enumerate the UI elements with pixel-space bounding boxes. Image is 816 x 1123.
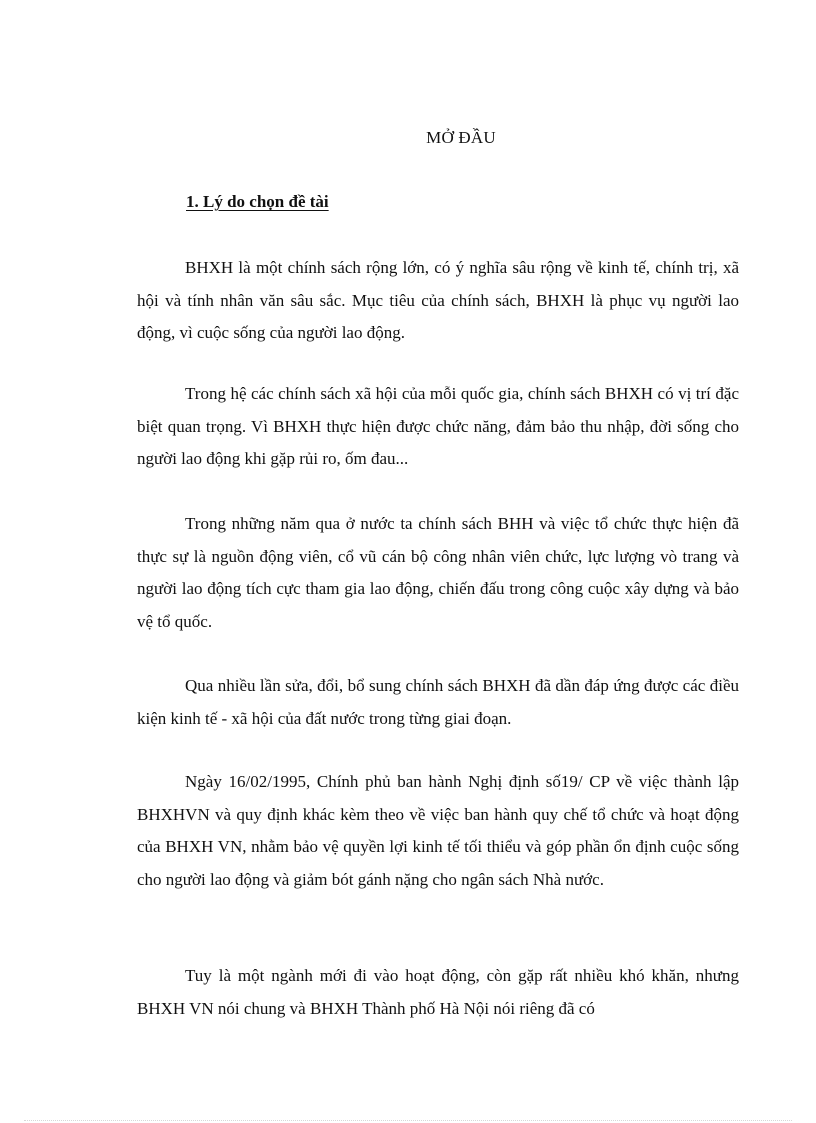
paragraph-3: Trong những năm qua ở nước ta chính sách BHH và việc tổ chức thực hiện đã thực sự là nguồn động viên, cổ vũ cán bộ công nhân viên chức, lực lượng vò trang và người lao động tích cực tham gia lao động, chiến đấu trong công cuộc xây dựng và bảo vệ tổ quốc.: [137, 514, 739, 631]
section-heading: 1. Lý do chọn đề tài: [186, 192, 329, 211]
page-title: MỞ ĐẦU: [426, 128, 496, 147]
page-bottom-divider: [24, 1120, 792, 1121]
paragraph-4: Qua nhiều lần sửa, đổi, bổ sung chính sách BHXH đã dần đáp ứng được các điều kiện kinh tế - xã hội của đất nước trong từng giai đoạn.: [137, 676, 739, 728]
paragraph-2: Trong hệ các chính sách xã hội của mỗi quốc gia, chính sách BHXH có vị trí đặc biệt quan trọng. Vì BHXH thực hiện được chức năng, đảm bảo thu nhập, đời sống cho người lao động khi gặp rủi ro, ốm đau...: [137, 384, 739, 468]
paragraph-1: BHXH là một chính sách rộng lớn, có ý nghĩa sâu rộng về kinh tế, chính trị, xã hội và tính nhân văn sâu sắc. Mục tiêu của chính sách, BHXH là phục vụ người lao động, vì cuộc sống của người lao động.: [137, 258, 739, 342]
paragraph-6: Tuy là một ngành mới đi vào hoạt động, còn gặp rất nhiều khó khăn, nhưng BHXH VN nói chung và BHXH Thành phố Hà Nội nói riêng đã có: [137, 966, 739, 1018]
paragraph-5: Ngày 16/02/1995, Chính phủ ban hành Nghị định số19/ CP về việc thành lập BHXHVN và quy định khác kèm theo về việc ban hành quy chế tổ chức và hoạt động của BHXH VN, nhằm bảo vệ quyền lợi kinh tế tối thiểu và góp phần ổn định cuộc sống cho người lao động và giảm bót gánh nặng cho ngân sách Nhà nước.: [137, 772, 739, 889]
